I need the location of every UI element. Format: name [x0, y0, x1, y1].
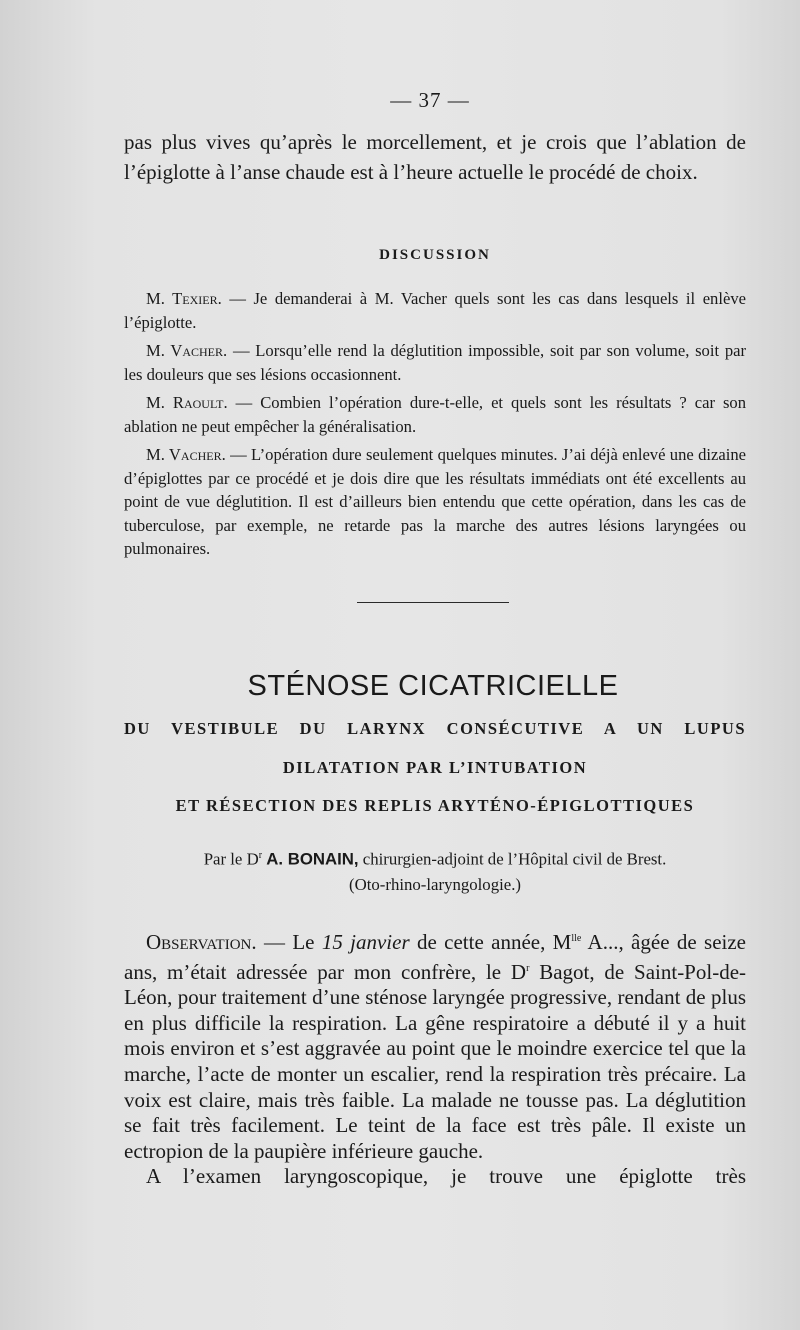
author-prefix-sup: r [258, 850, 263, 861]
page-number: — 37 — [390, 88, 470, 112]
discussion-body [124, 287, 746, 561]
speaker-name: M. Vacher. [146, 445, 226, 464]
observation-label: Observation. [146, 930, 257, 954]
author-prefix: Par le D [203, 849, 259, 869]
discussion-heading: DISCUSSION [379, 247, 491, 263]
exam-paragraph: A l’examen laryngoscopique, je trouve une épiglotte très [146, 1164, 746, 1189]
author-name: A. BONAIN, [266, 849, 359, 869]
speaker-name: M. Vacher. [146, 341, 228, 360]
article-subtitle-line: ET RÉSECTION DES REPLIS ARYTÉNO-ÉPIGLOTTIQUES [175, 796, 695, 815]
article-subtitle-line: DILATATION PAR L’INTUBATION [282, 758, 588, 777]
speaker-name: M. Raoult. [146, 393, 228, 412]
discussion-exchange [124, 339, 746, 386]
article-subtitle-line: DU VESTIBULE DU LARYNX CONSÉCUTIVE A UN LUPUS [124, 719, 746, 738]
article-title: STÉNOSE CICATRICIELLE [247, 670, 619, 702]
author-specialty: (Oto-rhino-laryngologie.) [349, 874, 521, 894]
author-role: chirurgien-adjoint de l’Hôpital civil de Brest. [362, 849, 667, 869]
observation-after-date: de cette année, M [409, 930, 572, 954]
observation-sup: lle [571, 933, 582, 944]
discussion-exchange [124, 391, 746, 438]
exchange-text: — Je demanderai à M. Vacher quels sont les cas dans lesquels il enlève l’épiglotte. [124, 289, 746, 332]
observation-paragraph [124, 926, 746, 1164]
author-block [124, 843, 746, 897]
discussion-exchange [124, 443, 746, 561]
exchange-text: — Lorsqu’elle rend la déglutition impossible, soit par son volume, soit par les douleurs que ses lésions occasionnent. [124, 341, 747, 384]
author-line [124, 843, 746, 872]
speaker-name: M. Texier. [146, 289, 222, 308]
discussion-exchange [124, 287, 746, 334]
observation-sup2: r [526, 962, 530, 974]
observation-text2: Bagot, de Saint-Pol-de-Léon, pour traitement d’une sténose laryngée progressive, rendant de plus en plus difficile la respiration. La gêne respiratoire a débuté il y a huit mois environ et s’est aggravée au point que le moindre exercice tel que la marche, l’acte de monter un escalier, rend la respiration très précaire. La voix est claire, mais très faible. La malade ne tousse pas. La déglutition se fait très facilement. Le teint de la face est très pâle. Il existe un ectropion de la paupière inférieure gauche. [124, 959, 747, 1163]
intro-text: pas plus vives qu’après le morcellement, et je crois que l’ablation de l’épiglotte à l’anse chaude est à l’heure actuelle le procédé de choix. [124, 130, 746, 184]
section-divider [357, 602, 509, 603]
observation-text: A..., âgée de seize ans, m’était adressée par mon confrère, le D [124, 930, 746, 984]
observation-dash: — Le [256, 930, 322, 954]
observation-section [124, 926, 746, 1190]
exchange-text: — Combien l’opération dure-t-elle, et quels sont les résultats ? car son ablation ne peut empêcher la généralisation. [124, 393, 747, 436]
exchange-text: — L’opération dure seulement quelques minutes. J’ai déjà enlevé une dizaine d’épiglottes par ce procédé et je dois dire que les résultats immédiats ont été excellents au point de vue déglutition. Il est d’ailleurs bien entendu que cette opération, dans les cas de tuberculose, par exemple, ne retarde pas la marche des autres lésions laryngées ou pulmonaires. [124, 445, 746, 558]
intro-paragraph [124, 127, 746, 187]
observation-date: 15 janvier [321, 930, 410, 954]
